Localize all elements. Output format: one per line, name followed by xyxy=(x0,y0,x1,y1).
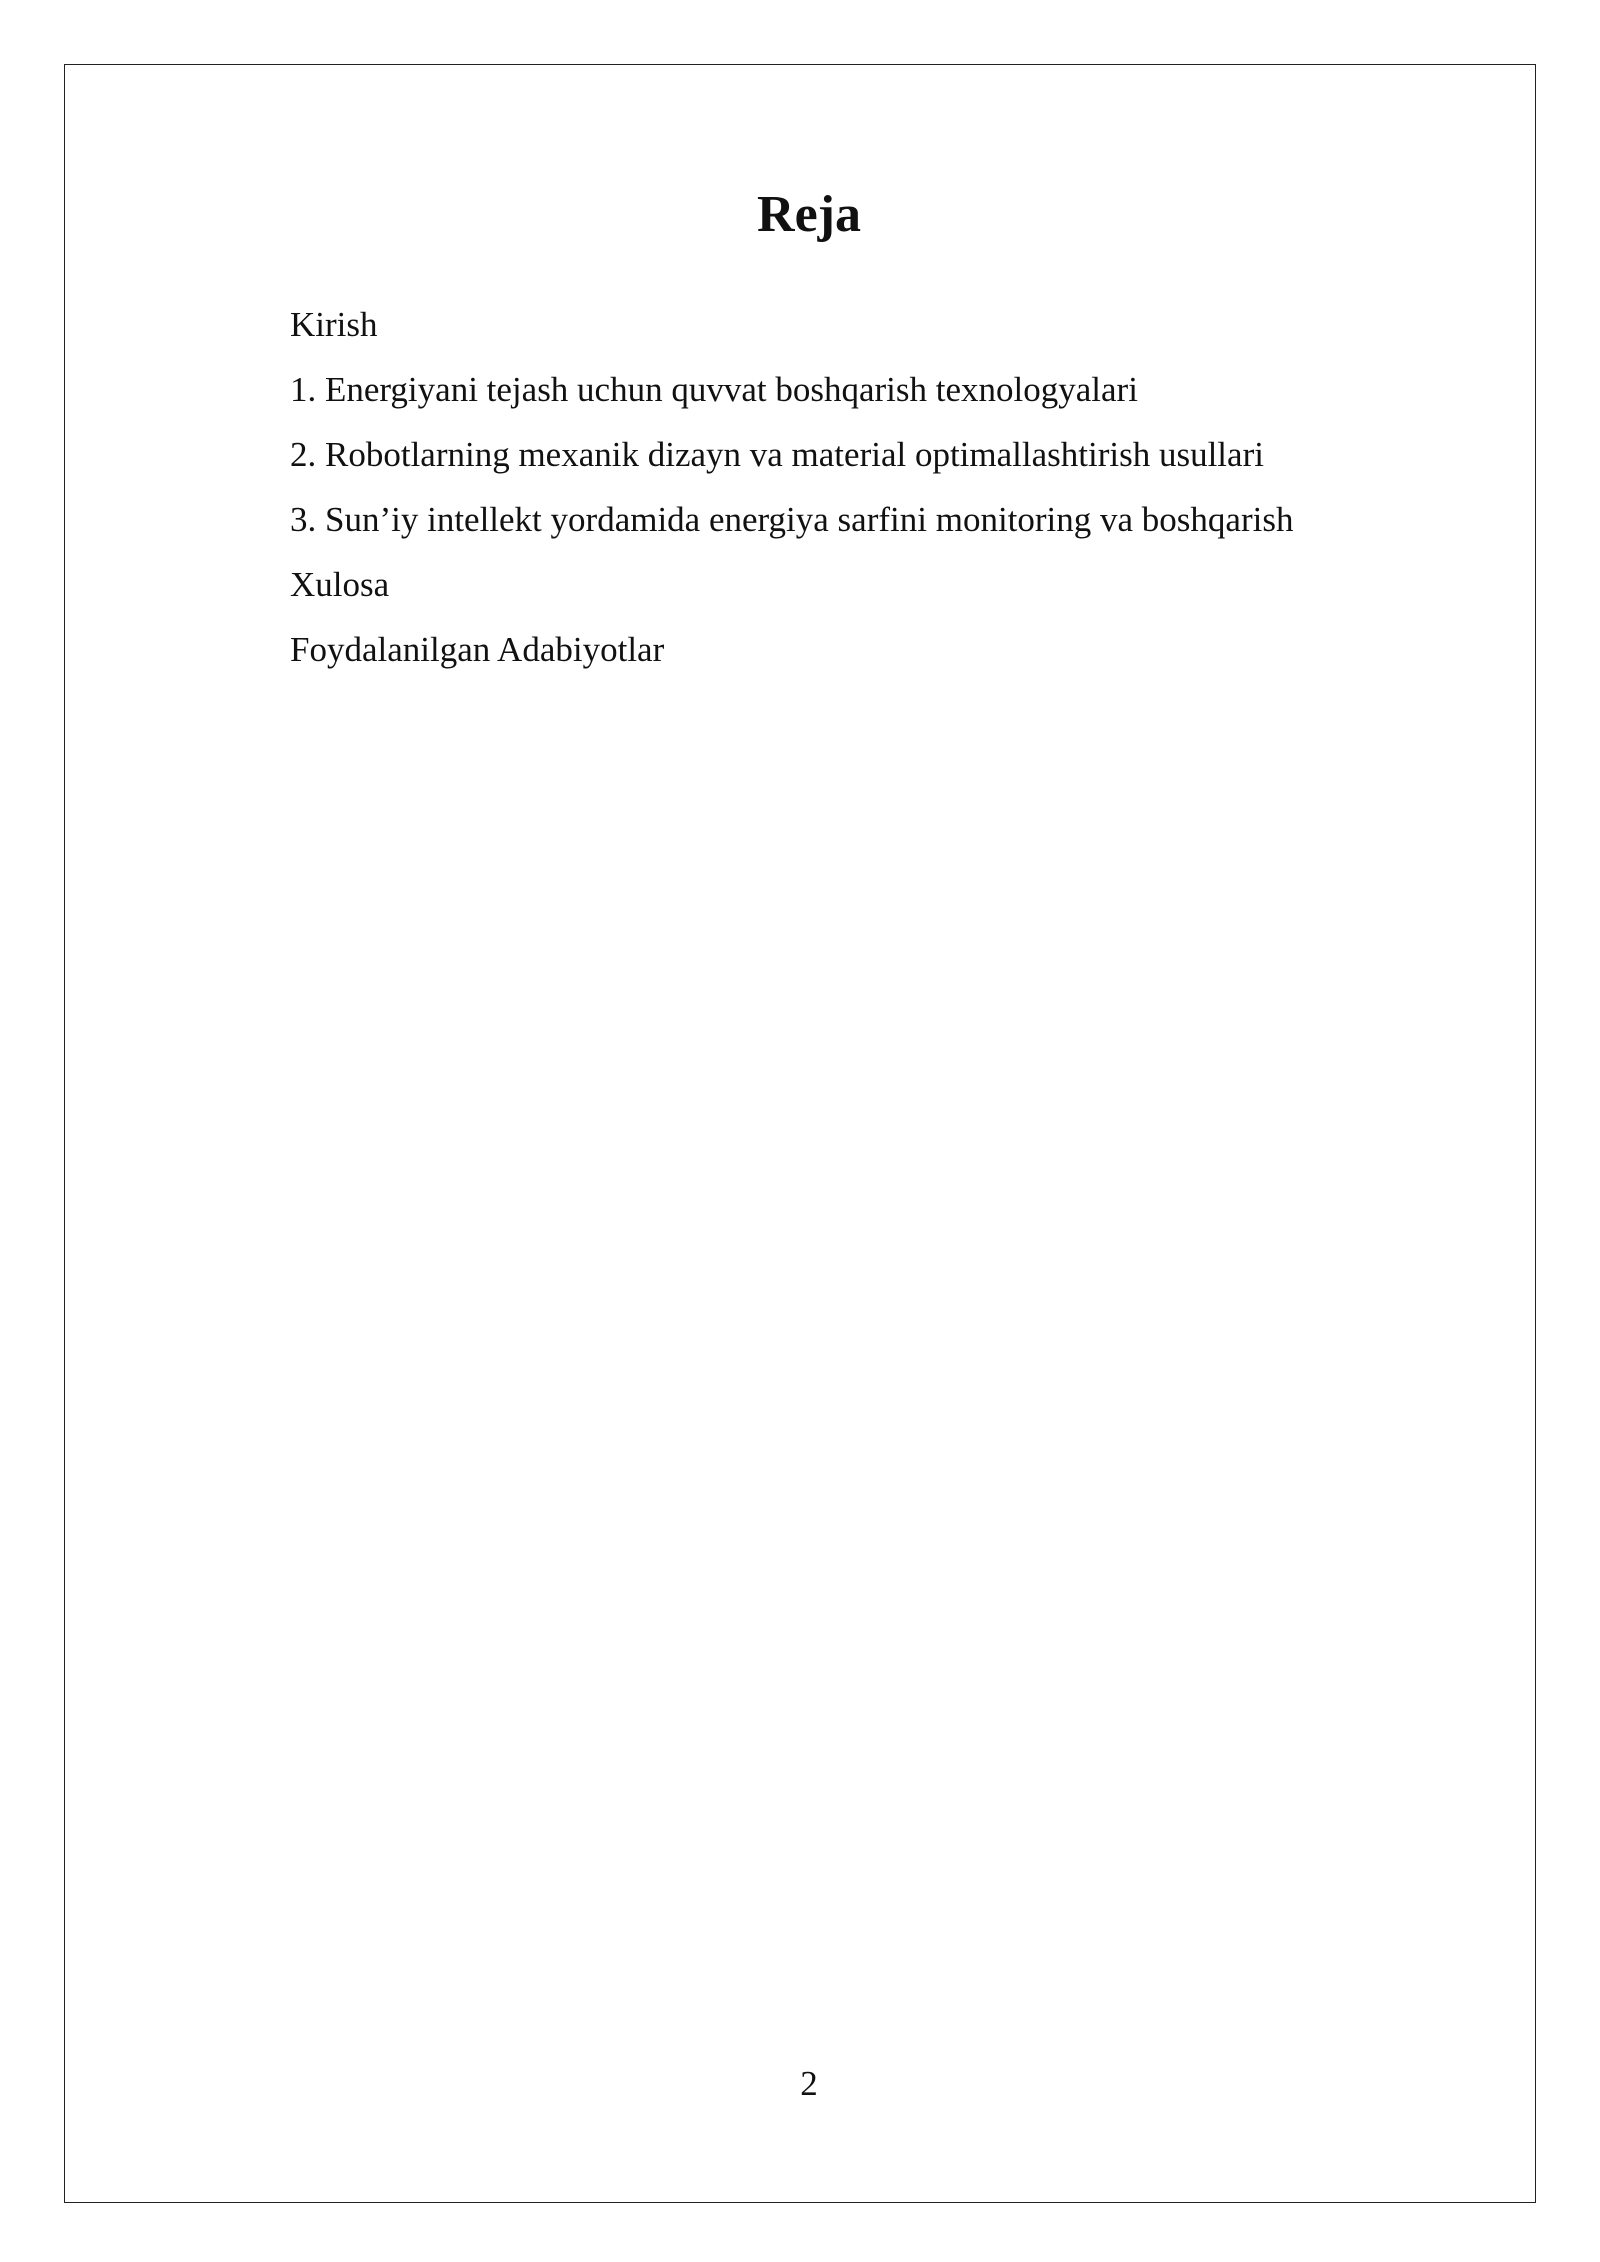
plan-item-2: 2. Robotlarning mexanik dizayn va material optimallashtirish usullari xyxy=(290,435,1264,474)
plan-item-3: 3. Sun’iy intellekt yordamida energiya sarfini monitoring va boshqarish xyxy=(290,500,1294,539)
page-number: 2 xyxy=(800,2064,818,2103)
plan-item-introduction: Kirish xyxy=(290,305,378,344)
plan-list xyxy=(290,292,1293,682)
plan-item-references: Foydalanilgan Adabiyotlar xyxy=(290,630,665,669)
plan-item-1: 1. Energiyani tejash uchun quvvat boshqarish texnologyalari xyxy=(290,370,1138,409)
page-title: Reja xyxy=(757,185,861,243)
plan-item-conclusion: Xulosa xyxy=(290,565,390,604)
